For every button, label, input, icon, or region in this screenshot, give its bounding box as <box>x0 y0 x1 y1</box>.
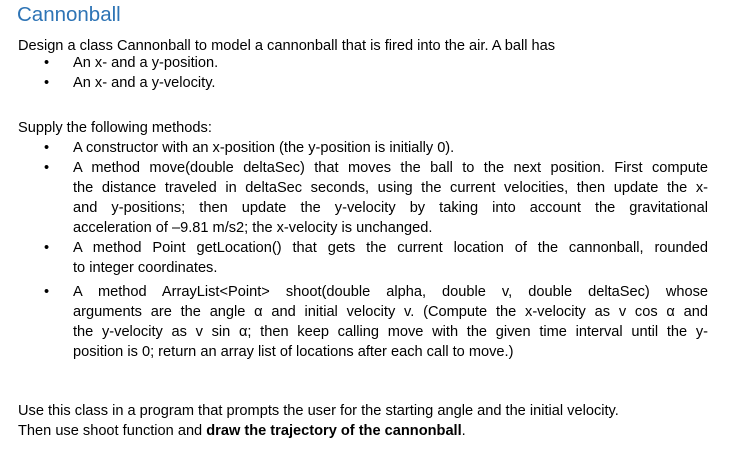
list-item <box>18 238 708 278</box>
list-item-text: A method move(double deltaSec) that moves the ball to the next position. First compute <box>73 160 708 176</box>
list-item-text: the y-velocity as v sin α; then keep calling move with the given time interval until the y- <box>73 324 708 340</box>
list-item-text: An x- and a y-velocity. <box>73 75 216 91</box>
list-item <box>18 282 708 362</box>
list-item-text: A constructor with an x-position (the y-position is initially 0). <box>73 140 455 156</box>
list-item-text: the distance traveled in deltaSec seconds, using the current velocities, then update the x- <box>73 180 708 196</box>
list-item-text: A method Point getLocation() that gets the current location of the cannonball, rounded <box>73 240 708 256</box>
usage-paragraph-line2 <box>18 421 466 441</box>
list-item <box>18 138 708 158</box>
bullet-icon: • <box>44 160 50 176</box>
intro-paragraph: Design a class Cannonball to model a cannonball that is fired into the air. A ball has <box>18 38 556 54</box>
bullet-icon: • <box>44 284 50 300</box>
list-item-text: arguments are the angle α and initial velocity v. (Compute the x-velocity as v cos α and <box>73 304 708 320</box>
bullet-icon: • <box>44 75 50 91</box>
list-item <box>18 73 218 93</box>
list-item-text: acceleration of –9.81 m/s2; the x-velocity is unchanged. <box>73 220 433 236</box>
list-item-text: to integer coordinates. <box>73 260 218 276</box>
usage-text: Then use shoot function and <box>18 423 207 439</box>
list-item-text: An x- and a y-position. <box>73 55 219 71</box>
methods-intro: Supply the following methods: <box>18 120 212 136</box>
list-item <box>18 158 708 238</box>
list-item <box>18 53 218 73</box>
bullet-icon: • <box>44 140 50 156</box>
list-item-text: and y-positions; then update the y-velocity by taking into account the gravitational <box>73 200 708 216</box>
bullet-icon: • <box>44 55 50 71</box>
list-item-text: A method ArrayList<Point> shoot(double alpha, double v, double deltaSec) whose <box>73 284 708 300</box>
usage-paragraph-line1: Use this class in a program that prompts the user for the starting angle and the initial velocity. <box>18 403 619 419</box>
usage-period: . <box>461 423 466 439</box>
list-item-text: position is 0; return an array list of locations after each call to move.) <box>73 344 514 360</box>
attributes-list <box>18 53 218 93</box>
methods-list <box>18 138 708 362</box>
bullet-icon: • <box>44 240 50 256</box>
usage-emphasis: draw the trajectory of the cannonball <box>206 423 462 439</box>
page-title: Cannonball <box>17 3 121 26</box>
